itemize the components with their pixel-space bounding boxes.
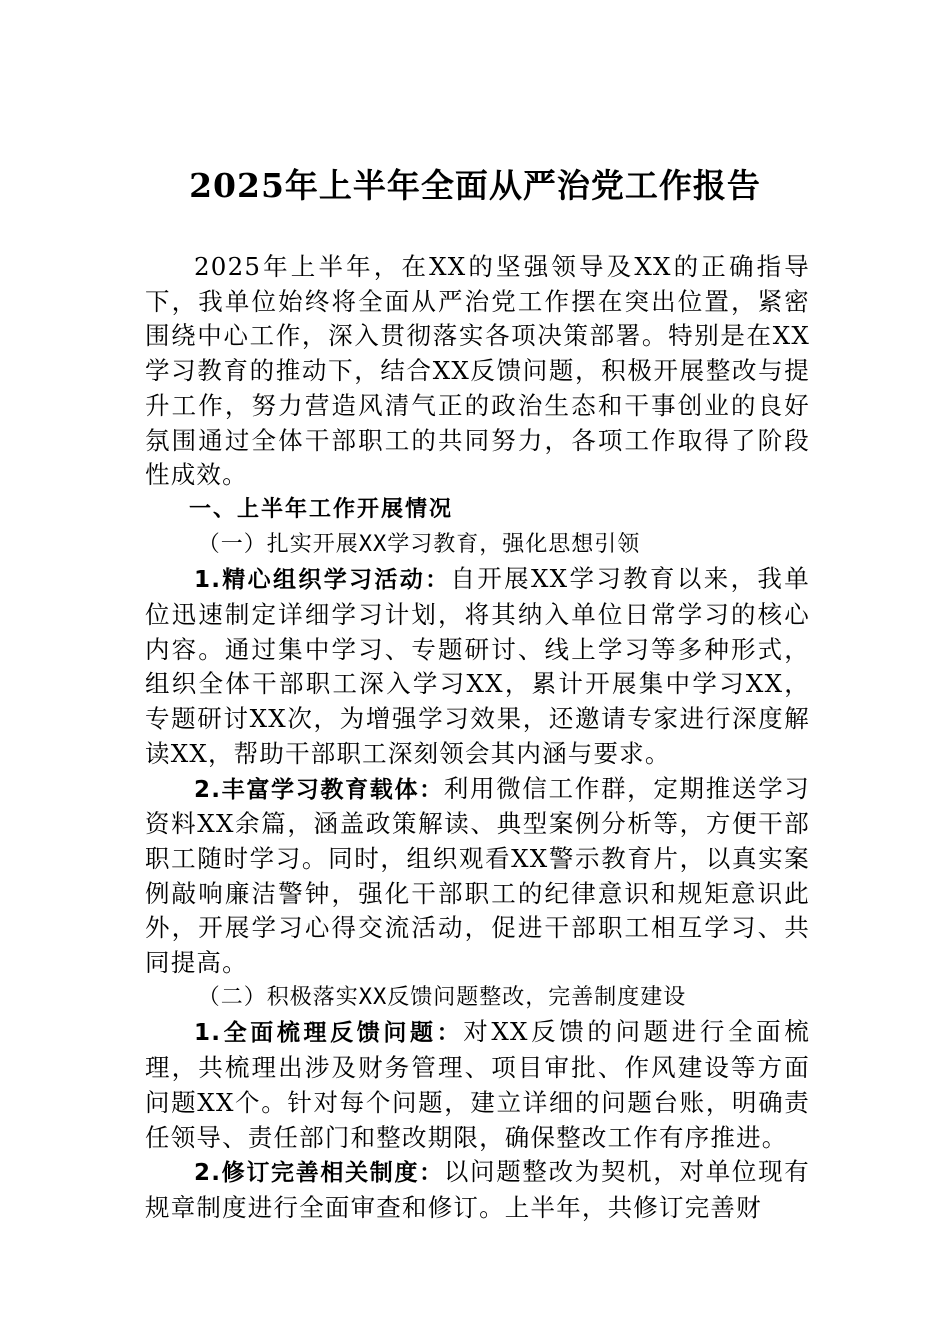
item-lead: 2.修订完善相关制度： [194,1160,444,1187]
item-paragraph [145,1155,810,1225]
document-body [145,250,810,1226]
item-text: 利用微信工作群，定期推送学习资料XX余篇，涵盖政策解读、典型案例分析等，方便干部职工随时学习。同时，组织观看XX警示教育片，以真实案例敲响廉洁警钟，强化干部职工的纪律意识和规矩意识此外，开展学习心得交流活动，促进干部职工相互学习、共同提高。 [145,773,810,978]
section-heading: 一、上半年工作开展情况 [189,496,454,522]
item-lead: 2.丰富学习教育载体： [194,776,444,803]
subsection-heading-1: （一）扎实开展XX学习教育，强化思想引领 [197,531,641,557]
item-lead: 1.精心组织学习活动： [194,567,451,594]
intro-paragraph: 2025年上半年，在XX的坚强领导及XX的正确指导下，我单位始终将全面从严治党工作摆在突出位置，紧密围绕中心工作，深入贯彻落实各项决策部署。特别是在XX学习教育的推动下，结合XX反馈问题，积极开展整改与提升工作，努力营造风清气正的政治生态和干事创业的良好氛围通过全体干部职工的共同努力，各项工作取得了阶段性成效。 [145,252,810,490]
item-lead: 1.全面梳理反馈问题： [194,1020,464,1047]
item-paragraph [145,562,810,771]
item-paragraph [145,772,810,981]
item-paragraph [145,1015,810,1155]
item-text: 以问题整改为契机，对单位现有规章制度进行全面审查和修订。上半年，共修订完善财 [145,1157,810,1222]
item-text: 自开展XX学习教育以来，我单位迅速制定详细学习计划，将其纳入单位日常学习的核心内容。通过集中学习、专题研讨、线上学习等多种形式，组织全体干部职工深入学习XX，累计开展集中学习XX，专题研讨XX次，为增强学习效果，还邀请专家进行深度解读XX，帮助干部职工深刻领会其内涵与要求。 [145,564,810,768]
document-title: 2025年上半年全面从严治党工作报告 [189,166,761,205]
subsection-heading-2: （二）积极落实XX反馈问题整改，完善制度建设 [197,984,687,1010]
item-text: 对XX反馈的问题进行全面梳理，共梳理出涉及财务管理、项目审批、作风建设等方面问题XX个。针对每个问题，建立详细的问题台账，明确责任领导、责任部门和整改期限，确保整改工作有序推进。 [145,1017,810,1152]
